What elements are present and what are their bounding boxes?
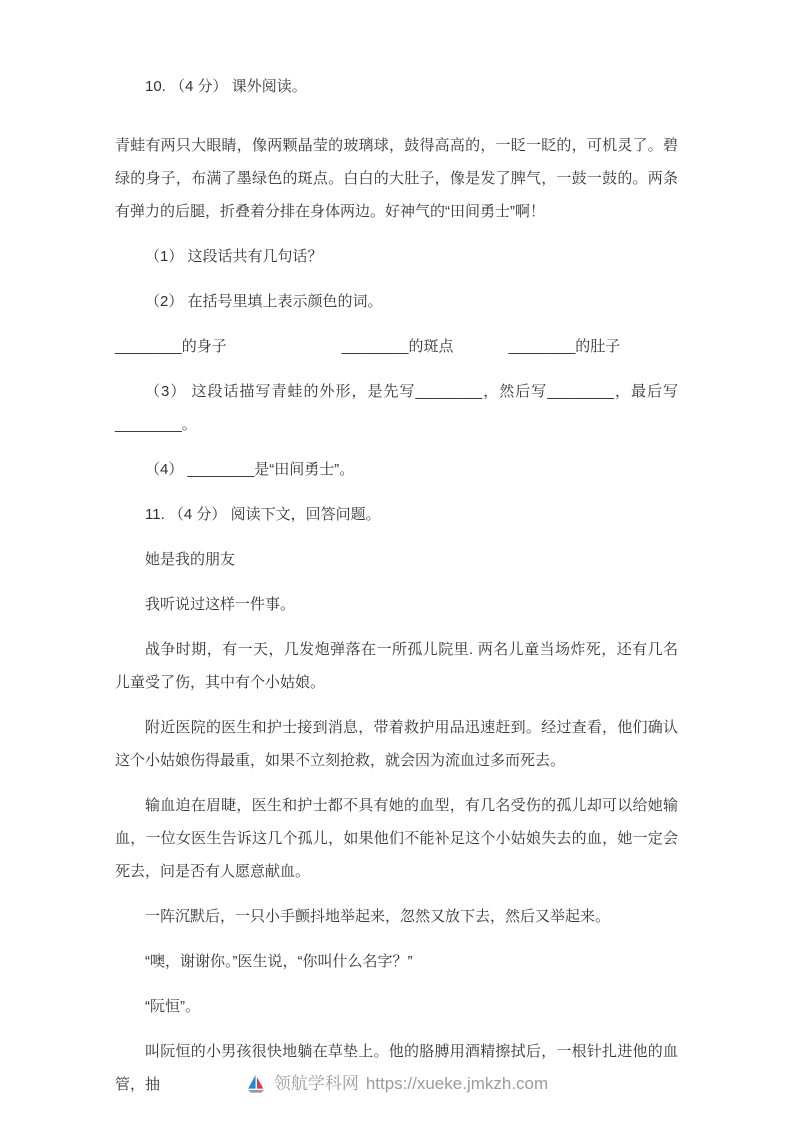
question-10-header: 10. （4 分） 课外阅读。 xyxy=(145,78,307,95)
question-10-sub1: （1） 这段话共有几句话？ xyxy=(145,248,323,265)
question-10-sub2: （2） 在括号里填上表示颜色的词。 xyxy=(145,293,383,310)
reading-passage-title: 她是我的朋友 xyxy=(145,551,236,568)
passage-paragraph-3: 附近医院的医生和护士接到消息，带着救护用品迅速赶到。经过查看，他们确认这个小姑娘伤得最重，如果不立刻抢救，就会因为流血过多而死去。 xyxy=(115,719,678,769)
passage-paragraph-4: 输血迫在眉睫，医生和护士都不具有她的血型，有几名受伤的孤儿却可以给她输血，一位女医生告诉这几个孤儿，如果他们不能补足这个小姑娘失去的血，她一定会死去，问是否有人愿意献血。 xyxy=(115,797,678,880)
fill-blank-belly: ________的肚子 xyxy=(508,338,621,355)
sailboat-logo-icon xyxy=(245,1073,267,1095)
passage-paragraph-5: 一阵沉默后，一只小手颤抖地举起来，忽然又放下去，然后又举起来。 xyxy=(145,908,611,925)
passage-paragraph-2: 战争时期，有一天，几发炮弹落在一所孤儿院里. 两名儿童当场炸死，还有几名儿童受了伤，其中有个小姑娘。 xyxy=(115,641,678,691)
fill-blank-spots: ________的斑点 xyxy=(341,338,454,355)
question-10-blanks-row xyxy=(115,330,678,363)
footer-site-name: 领航学科网 xyxy=(273,1074,359,1093)
passage-paragraph-6: “噢，谢谢你。”医生说，“你叫什么名字？” xyxy=(145,953,413,970)
footer-url: https://xueke.jmkzh.com xyxy=(365,1074,549,1093)
passage-paragraph-1: 我听说过这样一件事。 xyxy=(145,596,296,613)
question-10-passage: 青蛙有两只大眼睛，像两颗晶莹的玻璃球，鼓得高高的，一眨一眨的，可机灵了。碧绿的身子，布满了墨绿色的斑点。白白的大肚子，像是发了脾气，一鼓一鼓的。两条有弹力的后腿，折叠着分排在身体两边。好神气的“田间勇士”啊！ xyxy=(115,137,678,220)
question-11-header: 11. （4 分） 阅读下文，回答问题。 xyxy=(145,506,381,523)
fill-blank-body: ________的身子 xyxy=(115,338,227,355)
question-10-sub4: （4） ________是“田间勇士”。 xyxy=(145,461,355,478)
passage-paragraph-7: “阮恒”。 xyxy=(145,998,200,1015)
question-10-sub3: （3） 这段话描写青蛙的外形，是先写________，然后写________，最后写________。 xyxy=(115,383,678,433)
passage-paragraph-8: 叫阮恒的小男孩很快地躺在草垫上。他的胳膊用酒精擦拭后，一根针扎进他的血管，抽 xyxy=(115,1043,678,1093)
site-footer xyxy=(0,1072,793,1096)
